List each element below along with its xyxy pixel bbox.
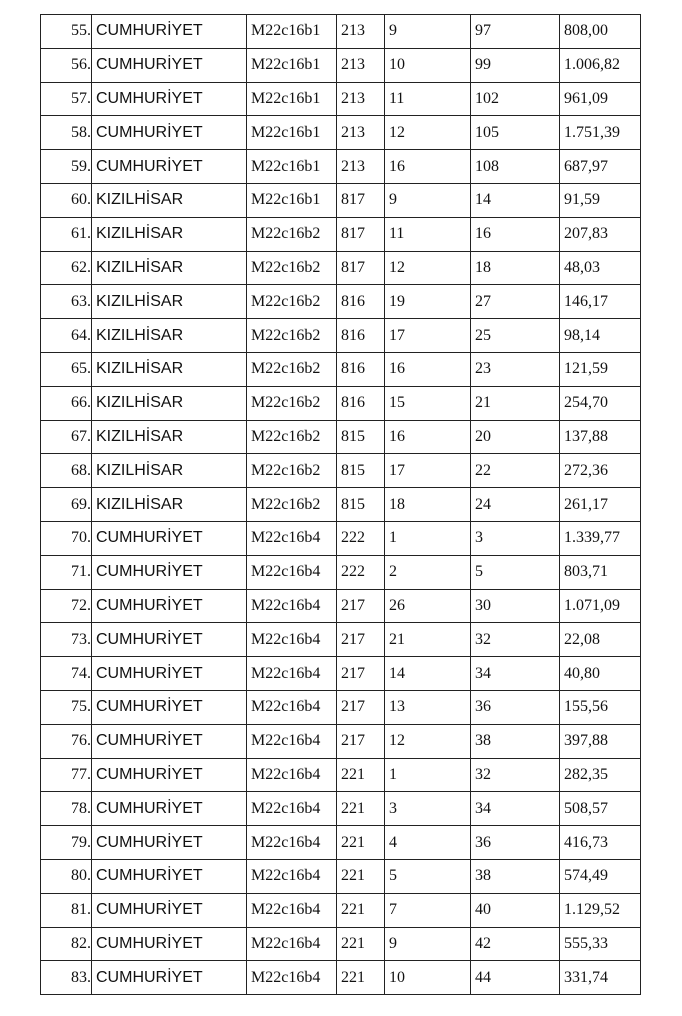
map-sheet-cell: M22c16b2	[247, 488, 337, 522]
block-number-cell: 815	[337, 454, 385, 488]
row-number-cell: 80.	[41, 859, 92, 893]
table-row	[41, 116, 641, 150]
block-number-cell: 816	[337, 285, 385, 319]
locality-name-cell: KIZILHİSAR	[92, 352, 247, 386]
locality-name-cell: CUMHURİYET	[92, 927, 247, 961]
block-number-cell: 816	[337, 352, 385, 386]
map-sheet-cell: M22c16b1	[247, 150, 337, 184]
map-sheet-cell: M22c16b2	[247, 386, 337, 420]
row-number-cell: 57.	[41, 82, 92, 116]
table-row	[41, 48, 641, 82]
map-sheet-cell: M22c16b1	[247, 116, 337, 150]
row-number-cell: 75.	[41, 690, 92, 724]
map-sheet-cell: M22c16b4	[247, 893, 337, 927]
map-sheet-cell: M22c16b4	[247, 927, 337, 961]
table-row	[41, 285, 641, 319]
locality-name-cell: KIZILHİSAR	[92, 251, 247, 285]
table-row	[41, 352, 641, 386]
map-sheet-cell: M22c16b4	[247, 724, 337, 758]
block-number-cell: 221	[337, 792, 385, 826]
map-sheet-cell: M22c16b2	[247, 251, 337, 285]
table-row	[41, 826, 641, 860]
old-parcel-cell: 12	[385, 116, 471, 150]
new-parcel-cell: 105	[471, 116, 560, 150]
table-row	[41, 724, 641, 758]
locality-name-cell: CUMHURİYET	[92, 15, 247, 49]
old-parcel-cell: 26	[385, 589, 471, 623]
area-cell: 687,97	[560, 150, 641, 184]
new-parcel-cell: 40	[471, 893, 560, 927]
old-parcel-cell: 13	[385, 690, 471, 724]
locality-name-cell: KIZILHİSAR	[92, 488, 247, 522]
row-number-cell: 76.	[41, 724, 92, 758]
area-cell: 91,59	[560, 183, 641, 217]
table-row	[41, 758, 641, 792]
new-parcel-cell: 22	[471, 454, 560, 488]
locality-name-cell: CUMHURİYET	[92, 555, 247, 589]
new-parcel-cell: 21	[471, 386, 560, 420]
new-parcel-cell: 24	[471, 488, 560, 522]
old-parcel-cell: 11	[385, 82, 471, 116]
block-number-cell: 213	[337, 15, 385, 49]
row-number-cell: 82.	[41, 927, 92, 961]
new-parcel-cell: 36	[471, 690, 560, 724]
block-number-cell: 817	[337, 251, 385, 285]
map-sheet-cell: M22c16b4	[247, 657, 337, 691]
new-parcel-cell: 42	[471, 927, 560, 961]
new-parcel-cell: 25	[471, 319, 560, 353]
locality-name-cell: CUMHURİYET	[92, 826, 247, 860]
new-parcel-cell: 44	[471, 961, 560, 995]
table-row	[41, 251, 641, 285]
area-cell: 254,70	[560, 386, 641, 420]
new-parcel-cell: 32	[471, 758, 560, 792]
row-number-cell: 59.	[41, 150, 92, 184]
locality-name-cell: CUMHURİYET	[92, 690, 247, 724]
block-number-cell: 817	[337, 217, 385, 251]
locality-name-cell: CUMHURİYET	[92, 521, 247, 555]
old-parcel-cell: 17	[385, 319, 471, 353]
row-number-cell: 67.	[41, 420, 92, 454]
block-number-cell: 221	[337, 961, 385, 995]
area-cell: 416,73	[560, 826, 641, 860]
row-number-cell: 83.	[41, 961, 92, 995]
map-sheet-cell: M22c16b2	[247, 352, 337, 386]
block-number-cell: 213	[337, 150, 385, 184]
new-parcel-cell: 38	[471, 724, 560, 758]
block-number-cell: 213	[337, 116, 385, 150]
locality-name-cell: CUMHURİYET	[92, 758, 247, 792]
table-row	[41, 15, 641, 49]
map-sheet-cell: M22c16b2	[247, 285, 337, 319]
map-sheet-cell: M22c16b4	[247, 623, 337, 657]
locality-name-cell: KIZILHİSAR	[92, 454, 247, 488]
locality-name-cell: CUMHURİYET	[92, 589, 247, 623]
block-number-cell: 221	[337, 758, 385, 792]
area-cell: 137,88	[560, 420, 641, 454]
new-parcel-cell: 99	[471, 48, 560, 82]
locality-name-cell: CUMHURİYET	[92, 893, 247, 927]
area-cell: 555,33	[560, 927, 641, 961]
area-cell: 1.006,82	[560, 48, 641, 82]
table-row	[41, 893, 641, 927]
row-number-cell: 58.	[41, 116, 92, 150]
block-number-cell: 213	[337, 82, 385, 116]
old-parcel-cell: 18	[385, 488, 471, 522]
old-parcel-cell: 10	[385, 961, 471, 995]
locality-name-cell: CUMHURİYET	[92, 150, 247, 184]
row-number-cell: 69.	[41, 488, 92, 522]
map-sheet-cell: M22c16b4	[247, 826, 337, 860]
row-number-cell: 78.	[41, 792, 92, 826]
map-sheet-cell: M22c16b2	[247, 420, 337, 454]
area-cell: 331,74	[560, 961, 641, 995]
old-parcel-cell: 2	[385, 555, 471, 589]
table-row	[41, 386, 641, 420]
map-sheet-cell: M22c16b1	[247, 15, 337, 49]
new-parcel-cell: 3	[471, 521, 560, 555]
row-number-cell: 70.	[41, 521, 92, 555]
map-sheet-cell: M22c16b1	[247, 183, 337, 217]
block-number-cell: 221	[337, 893, 385, 927]
old-parcel-cell: 16	[385, 150, 471, 184]
area-cell: 22,08	[560, 623, 641, 657]
new-parcel-cell: 14	[471, 183, 560, 217]
locality-name-cell: KIZILHİSAR	[92, 183, 247, 217]
new-parcel-cell: 27	[471, 285, 560, 319]
area-cell: 1.751,39	[560, 116, 641, 150]
new-parcel-cell: 30	[471, 589, 560, 623]
row-number-cell: 81.	[41, 893, 92, 927]
area-cell: 508,57	[560, 792, 641, 826]
locality-name-cell: KIZILHİSAR	[92, 420, 247, 454]
old-parcel-cell: 12	[385, 724, 471, 758]
new-parcel-cell: 32	[471, 623, 560, 657]
new-parcel-cell: 102	[471, 82, 560, 116]
old-parcel-cell: 16	[385, 420, 471, 454]
area-cell: 574,49	[560, 859, 641, 893]
locality-name-cell: CUMHURİYET	[92, 961, 247, 995]
old-parcel-cell: 9	[385, 15, 471, 49]
table-row	[41, 859, 641, 893]
locality-name-cell: CUMHURİYET	[92, 859, 247, 893]
table-row	[41, 589, 641, 623]
map-sheet-cell: M22c16b4	[247, 859, 337, 893]
area-cell: 1.339,77	[560, 521, 641, 555]
row-number-cell: 79.	[41, 826, 92, 860]
new-parcel-cell: 36	[471, 826, 560, 860]
row-number-cell: 62.	[41, 251, 92, 285]
area-cell: 48,03	[560, 251, 641, 285]
row-number-cell: 72.	[41, 589, 92, 623]
block-number-cell: 221	[337, 927, 385, 961]
area-cell: 261,17	[560, 488, 641, 522]
new-parcel-cell: 16	[471, 217, 560, 251]
row-number-cell: 71.	[41, 555, 92, 589]
locality-name-cell: KIZILHİSAR	[92, 285, 247, 319]
old-parcel-cell: 15	[385, 386, 471, 420]
block-number-cell: 817	[337, 183, 385, 217]
locality-name-cell: CUMHURİYET	[92, 623, 247, 657]
area-cell: 146,17	[560, 285, 641, 319]
area-cell: 961,09	[560, 82, 641, 116]
block-number-cell: 217	[337, 657, 385, 691]
table-row	[41, 521, 641, 555]
locality-name-cell: CUMHURİYET	[92, 792, 247, 826]
table-row	[41, 792, 641, 826]
table-row	[41, 319, 641, 353]
row-number-cell: 68.	[41, 454, 92, 488]
block-number-cell: 217	[337, 724, 385, 758]
parcel-table	[40, 14, 641, 995]
table-row	[41, 488, 641, 522]
row-number-cell: 55.	[41, 15, 92, 49]
map-sheet-cell: M22c16b2	[247, 454, 337, 488]
locality-name-cell: CUMHURİYET	[92, 657, 247, 691]
map-sheet-cell: M22c16b4	[247, 961, 337, 995]
row-number-cell: 65.	[41, 352, 92, 386]
old-parcel-cell: 9	[385, 927, 471, 961]
locality-name-cell: KIZILHİSAR	[92, 217, 247, 251]
parcel-table-body	[41, 15, 641, 995]
locality-name-cell: CUMHURİYET	[92, 116, 247, 150]
old-parcel-cell: 1	[385, 758, 471, 792]
row-number-cell: 66.	[41, 386, 92, 420]
block-number-cell: 217	[337, 589, 385, 623]
old-parcel-cell: 10	[385, 48, 471, 82]
block-number-cell: 222	[337, 555, 385, 589]
area-cell: 282,35	[560, 758, 641, 792]
area-cell: 121,59	[560, 352, 641, 386]
table-row	[41, 82, 641, 116]
row-number-cell: 74.	[41, 657, 92, 691]
new-parcel-cell: 23	[471, 352, 560, 386]
new-parcel-cell: 18	[471, 251, 560, 285]
area-cell: 207,83	[560, 217, 641, 251]
block-number-cell: 816	[337, 319, 385, 353]
table-row	[41, 555, 641, 589]
table-row	[41, 623, 641, 657]
map-sheet-cell: M22c16b2	[247, 217, 337, 251]
locality-name-cell: CUMHURİYET	[92, 82, 247, 116]
block-number-cell: 217	[337, 623, 385, 657]
row-number-cell: 63.	[41, 285, 92, 319]
new-parcel-cell: 108	[471, 150, 560, 184]
old-parcel-cell: 19	[385, 285, 471, 319]
block-number-cell: 815	[337, 420, 385, 454]
old-parcel-cell: 14	[385, 657, 471, 691]
old-parcel-cell: 16	[385, 352, 471, 386]
locality-name-cell: CUMHURİYET	[92, 724, 247, 758]
map-sheet-cell: M22c16b4	[247, 589, 337, 623]
table-row	[41, 927, 641, 961]
new-parcel-cell: 34	[471, 657, 560, 691]
map-sheet-cell: M22c16b4	[247, 792, 337, 826]
area-cell: 803,71	[560, 555, 641, 589]
table-row	[41, 217, 641, 251]
table-row	[41, 183, 641, 217]
new-parcel-cell: 20	[471, 420, 560, 454]
table-row	[41, 657, 641, 691]
block-number-cell: 217	[337, 690, 385, 724]
table-row	[41, 961, 641, 995]
locality-name-cell: KIZILHİSAR	[92, 386, 247, 420]
old-parcel-cell: 17	[385, 454, 471, 488]
block-number-cell: 816	[337, 386, 385, 420]
map-sheet-cell: M22c16b4	[247, 690, 337, 724]
map-sheet-cell: M22c16b1	[247, 48, 337, 82]
area-cell: 1.129,52	[560, 893, 641, 927]
area-cell: 808,00	[560, 15, 641, 49]
area-cell: 1.071,09	[560, 589, 641, 623]
old-parcel-cell: 7	[385, 893, 471, 927]
row-number-cell: 56.	[41, 48, 92, 82]
old-parcel-cell: 12	[385, 251, 471, 285]
locality-name-cell: KIZILHİSAR	[92, 319, 247, 353]
table-row	[41, 690, 641, 724]
map-sheet-cell: M22c16b4	[247, 758, 337, 792]
row-number-cell: 60.	[41, 183, 92, 217]
new-parcel-cell: 5	[471, 555, 560, 589]
area-cell: 397,88	[560, 724, 641, 758]
map-sheet-cell: M22c16b4	[247, 555, 337, 589]
old-parcel-cell: 11	[385, 217, 471, 251]
new-parcel-cell: 97	[471, 15, 560, 49]
area-cell: 98,14	[560, 319, 641, 353]
new-parcel-cell: 34	[471, 792, 560, 826]
old-parcel-cell: 3	[385, 792, 471, 826]
row-number-cell: 73.	[41, 623, 92, 657]
map-sheet-cell: M22c16b2	[247, 319, 337, 353]
block-number-cell: 221	[337, 859, 385, 893]
row-number-cell: 77.	[41, 758, 92, 792]
row-number-cell: 64.	[41, 319, 92, 353]
old-parcel-cell: 5	[385, 859, 471, 893]
block-number-cell: 221	[337, 826, 385, 860]
area-cell: 272,36	[560, 454, 641, 488]
locality-name-cell: CUMHURİYET	[92, 48, 247, 82]
old-parcel-cell: 1	[385, 521, 471, 555]
new-parcel-cell: 38	[471, 859, 560, 893]
old-parcel-cell: 21	[385, 623, 471, 657]
row-number-cell: 61.	[41, 217, 92, 251]
table-row	[41, 454, 641, 488]
old-parcel-cell: 4	[385, 826, 471, 860]
block-number-cell: 222	[337, 521, 385, 555]
map-sheet-cell: M22c16b4	[247, 521, 337, 555]
table-row	[41, 420, 641, 454]
map-sheet-cell: M22c16b1	[247, 82, 337, 116]
area-cell: 40,80	[560, 657, 641, 691]
old-parcel-cell: 9	[385, 183, 471, 217]
table-row	[41, 150, 641, 184]
area-cell: 155,56	[560, 690, 641, 724]
block-number-cell: 213	[337, 48, 385, 82]
block-number-cell: 815	[337, 488, 385, 522]
